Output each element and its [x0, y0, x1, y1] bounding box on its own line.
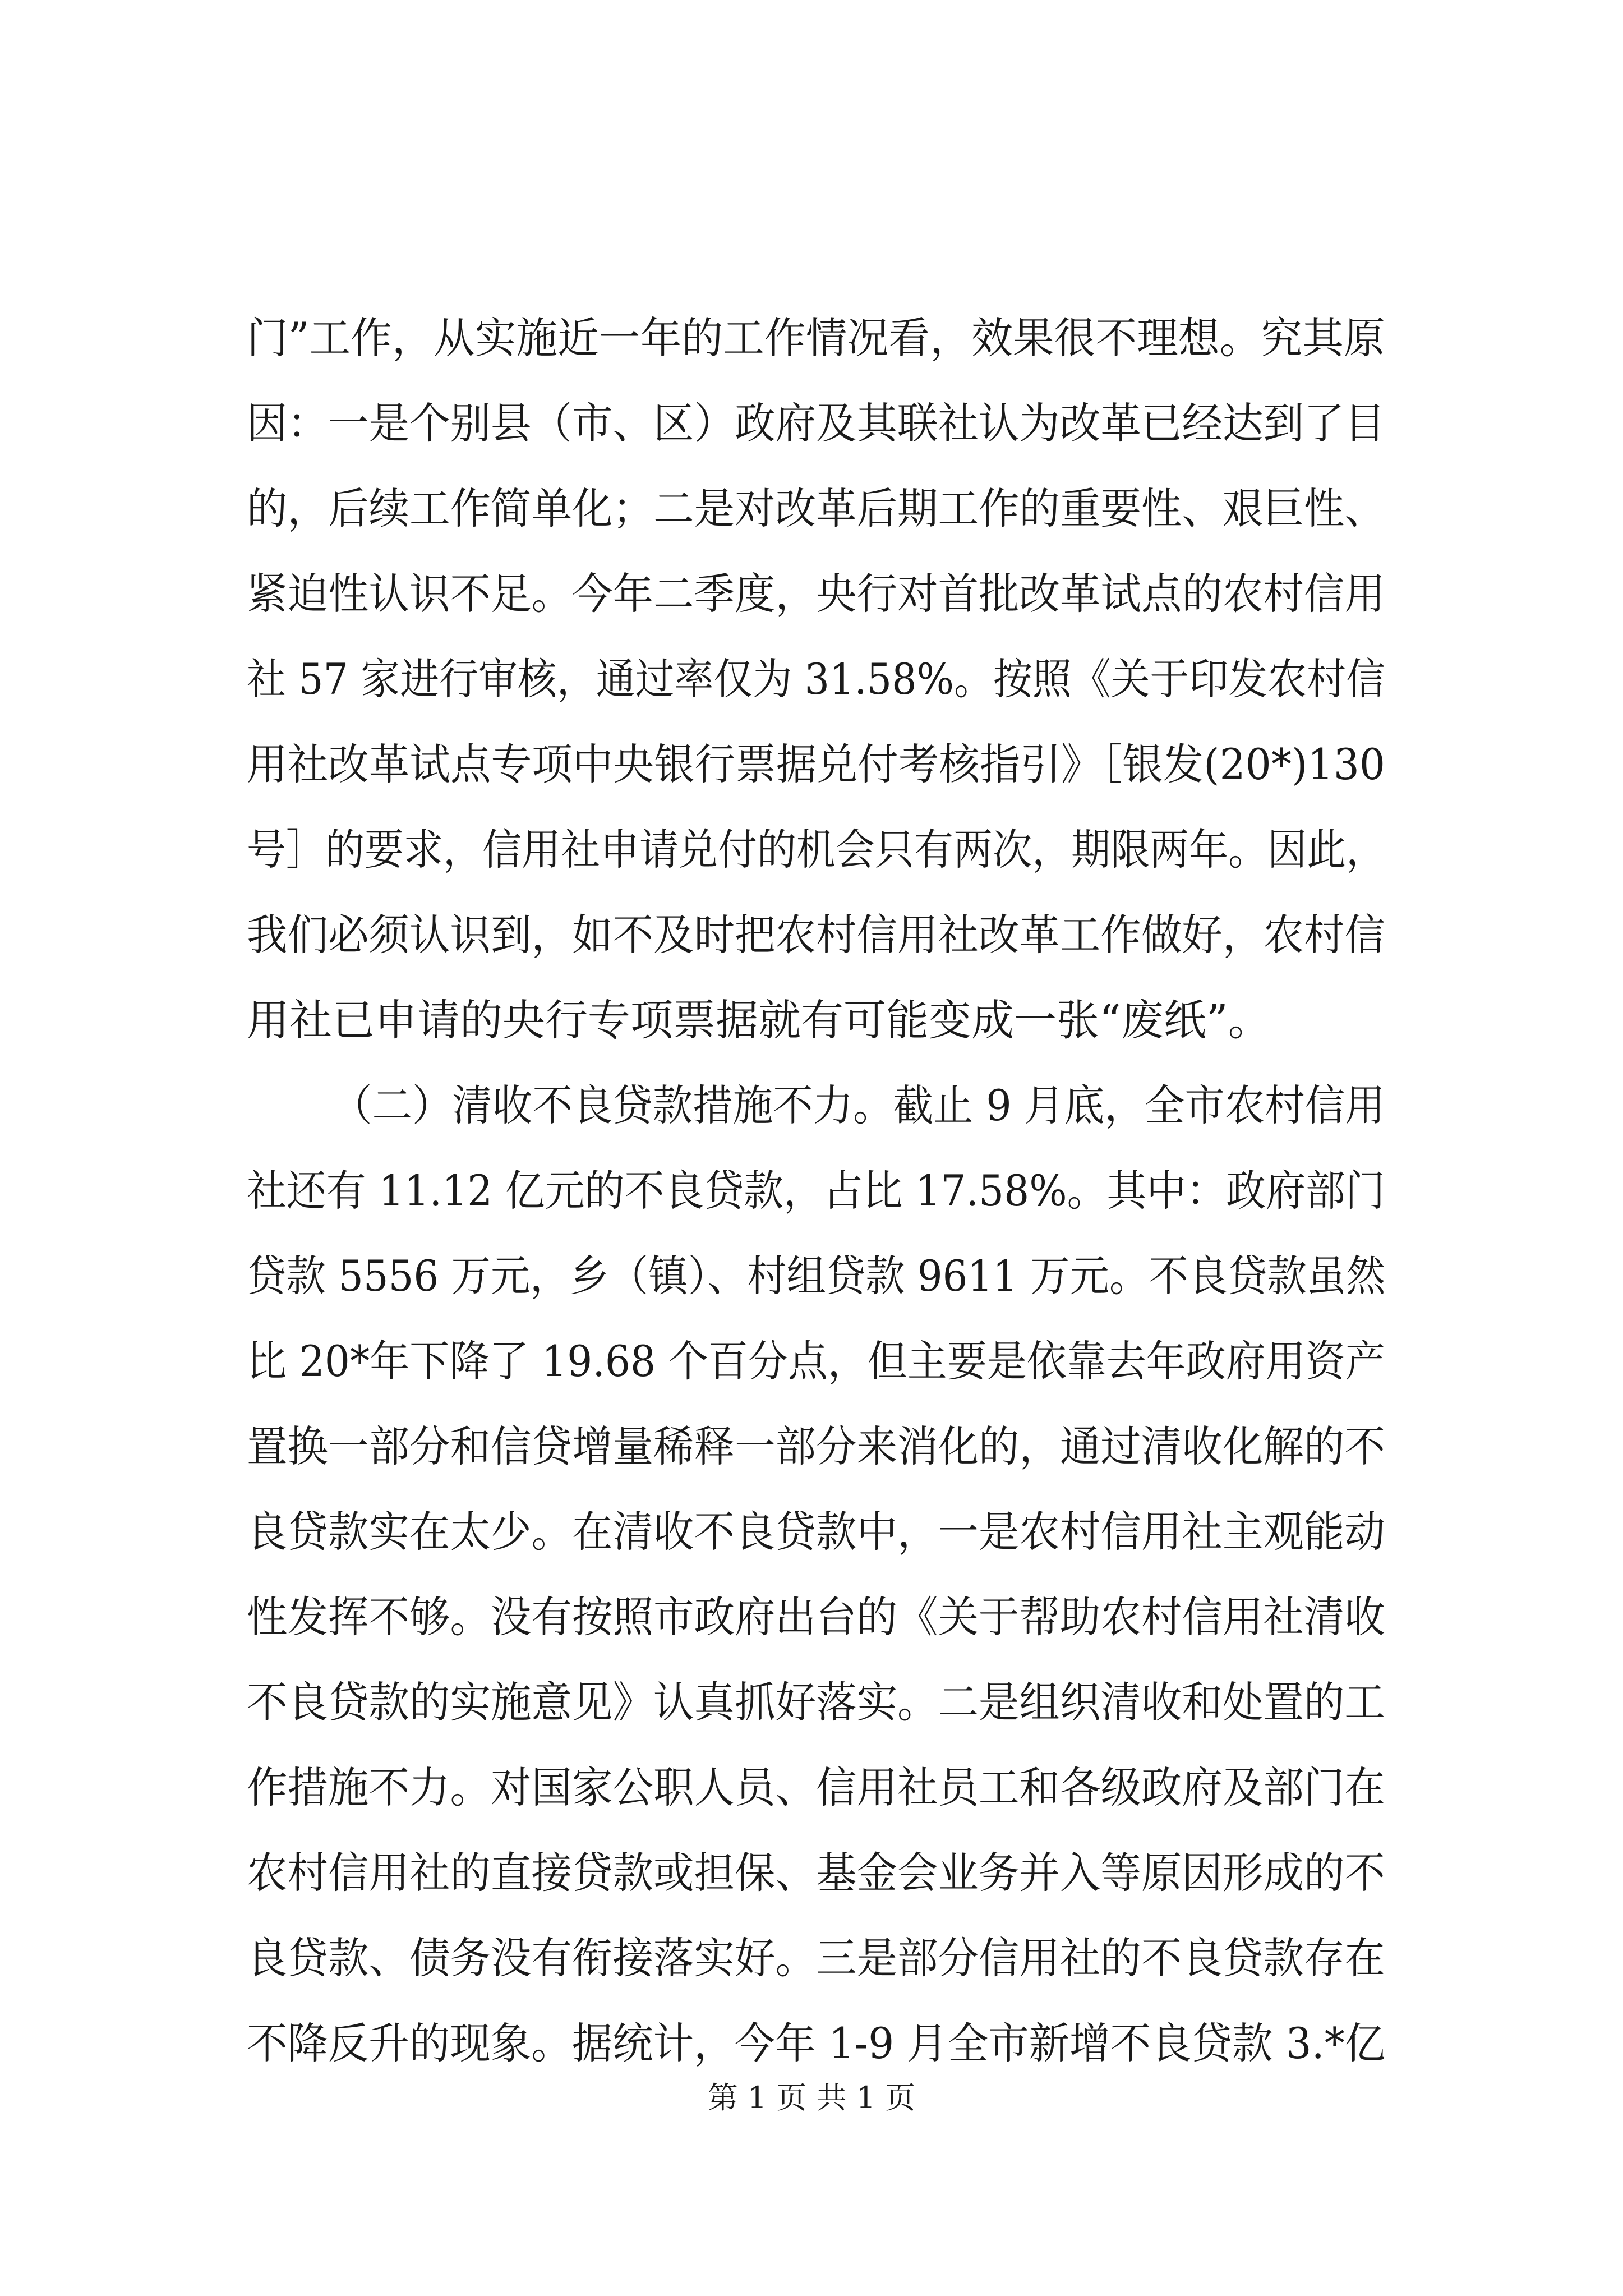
text-line: 的，后续工作简单化；二是对改革后期工作的重要性、艰巨性、 — [247, 484, 1385, 533]
text-line: 比 20*年下降了 19.68 个百分点，但主要是依靠去年政府用资产 — [247, 1336, 1385, 1386]
section-heading-line: （二）清收不良贷款措施不力。截止 9 月底，全市农村信用 — [332, 1080, 1385, 1130]
text-line: 社 57 家进行审核，通过率仅为 31.58%。按照《关于印发农村信 — [247, 654, 1385, 704]
text-line: 紧迫性认识不足。今年二季度，央行对首批改革试点的农村信用 — [247, 569, 1385, 619]
text-line: 号］的要求，信用社申请兑付的机会只有两次，期限两年。因此， — [247, 825, 1386, 875]
text-line: 不良贷款的实施意见》认真抓好落实。二是组织清收和处置的工 — [247, 1677, 1385, 1727]
text-line: 因：一是个别县（市、区）政府及其联社认为改革已经达到了目 — [247, 398, 1385, 448]
text-line: 贷款 5556 万元，乡（镇）、村组贷款 9611 万元。不良贷款虽然 — [247, 1251, 1386, 1301]
text-line: 农村信用社的直接贷款或担保、基金会业务并入等原因形成的不 — [247, 1848, 1385, 1898]
page-footer: 第 1 页 共 1 页 — [707, 2080, 916, 2115]
text-line: 作措施不力。对国家公职人员、信用社员工和各级政府及部门在 — [247, 1763, 1385, 1812]
text-line: 用社已申请的央行专项票据就有可能变成一张“废纸”。 — [247, 995, 1271, 1045]
text-line: 门”工作，从实施近一年的工作情况看，效果很不理想。究其原 — [247, 313, 1385, 363]
text-line: 性发挥不够。没有按照市政府出台的《关于帮助农村信用社清收 — [247, 1592, 1385, 1642]
text-line: 不降反升的现象。据统计，今年 1-9 月全市新增不良贷款 3.*亿 — [247, 2018, 1386, 2068]
text-line: 社还有 11.12 亿元的不良贷款，占比 17.58%。其中：政府部门 — [247, 1166, 1385, 1216]
text-line: 我们必须认识到，如不及时把农村信用社改革工作做好，农村信 — [247, 910, 1385, 960]
text-line: 良贷款、债务没有衔接落实好。三是部分信用社的不良贷款存在 — [247, 1933, 1385, 1983]
text-line: 用社改革试点专项中央银行票据兑付考核指引》［银发(20*)130 — [247, 739, 1386, 789]
text-line: 良贷款实在太少。在清收不良贷款中，一是农村信用社主观能动 — [247, 1507, 1385, 1557]
text-line: 置换一部分和信贷增量稀释一部分来消化的，通过清收化解的不 — [247, 1421, 1385, 1471]
